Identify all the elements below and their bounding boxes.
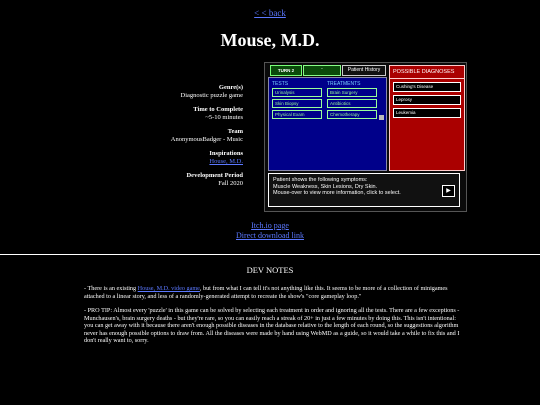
direct-download-link[interactable]: Direct download link <box>236 231 304 240</box>
page-title: Mouse, M.D. <box>220 30 320 50</box>
diagnoses-header: POSSIBLE DIAGNOSES <box>390 66 464 79</box>
tests-header: TESTS <box>272 81 289 87</box>
inspirations-link[interactable]: House, M.D. <box>209 158 243 165</box>
diagnosis-button[interactable]: Cushing's Disease <box>393 82 461 92</box>
inspirations-label: Inspirations <box>209 150 243 157</box>
time-group <box>150 106 243 122</box>
dev-note-text: , but from what I can tell it's not anything like this. It seems to be more of a collection of minigames attached to a linear story, and less of a randomly-generated attempt to recreate the show's "core gameplay loop." <box>84 285 448 300</box>
dev-note-paragraph <box>84 285 462 300</box>
tests-column <box>272 81 322 121</box>
download-links <box>0 221 540 241</box>
test-button[interactable]: Physical Exam <box>272 110 322 119</box>
dev-period-value: Fall 2020 <box>218 180 243 187</box>
symptom-message-box <box>268 173 460 207</box>
itch-page-link[interactable]: Itch.io page <box>251 221 289 230</box>
score-field: - <box>303 65 341 76</box>
treatments-column <box>327 81 377 121</box>
dev-notes-header: DEV NOTES <box>246 265 294 275</box>
play-icon[interactable]: ▶ <box>442 185 455 197</box>
test-button[interactable]: Urinalysis <box>272 88 322 97</box>
team-value: AnonymousBadger - Music <box>170 136 243 143</box>
team-group <box>150 128 243 144</box>
treatment-button[interactable]: Brain Surgery <box>327 88 377 97</box>
dev-period-label: Development Period <box>186 172 243 179</box>
team-label: Team <box>227 128 243 135</box>
genre-group <box>150 84 243 100</box>
diagnosis-button[interactable]: Leukemia <box>393 108 461 118</box>
tests-treatments-panel <box>268 77 387 171</box>
treatment-button[interactable]: Antibiotics <box>327 99 377 108</box>
patient-history-button[interactable]: Patient History <box>342 65 386 76</box>
message-line: Mouse-over to view more information, click to select. <box>273 190 401 196</box>
time-label: Time to Complete <box>193 106 243 113</box>
inspirations-group <box>150 150 243 166</box>
game-info <box>150 84 243 194</box>
message-line: Muscle Weakness, Skin Lesions, Dry Skin. <box>273 183 378 190</box>
genre-value: Diagnostic puzzle game <box>180 92 243 99</box>
message-line: Patient shows the following symptoms: <box>273 177 368 183</box>
house-game-link[interactable]: House, M.D. video game <box>137 285 200 292</box>
back-link[interactable]: < < back <box>254 8 286 18</box>
genre-label: Genre(s) <box>218 84 243 91</box>
dev-note-paragraph: - PRO TIP: Almost every 'puzzle' in this game can be solved by selecting each treatment in order and ignoring all the tests. There are a few exceptions - Munchausen's, brain surgery deaths - but they're rare, so you can easily reach a streak of 20+ in just a few minutes by doing this. This isn't intentional: you can get away with it because there aren't enough possible diseases in the database relative to the length of each round, so the suggestions algorithm never has enough possible options to draw from. All the diseases were made by hand using WebMD as a guide, so it would take a while to fix this and I don't really want to, sorry. <box>84 307 460 344</box>
dev-note-text: - There is an existing <box>84 285 138 292</box>
divider <box>0 254 540 255</box>
dev-period-group <box>150 172 243 188</box>
treatment-button[interactable]: Chemotherapy <box>327 110 377 119</box>
diagnosis-button[interactable]: Leprosy <box>393 95 461 105</box>
diagnoses-panel <box>389 65 465 171</box>
cursor-icon <box>379 115 384 120</box>
time-value: ~5-10 minutes <box>205 114 243 121</box>
treatments-header: TREATMENTS <box>327 81 361 87</box>
test-button[interactable]: Skin Biopsy <box>272 99 322 108</box>
turn-indicator: TURN 2 <box>270 65 302 76</box>
game-screenshot <box>264 62 467 212</box>
